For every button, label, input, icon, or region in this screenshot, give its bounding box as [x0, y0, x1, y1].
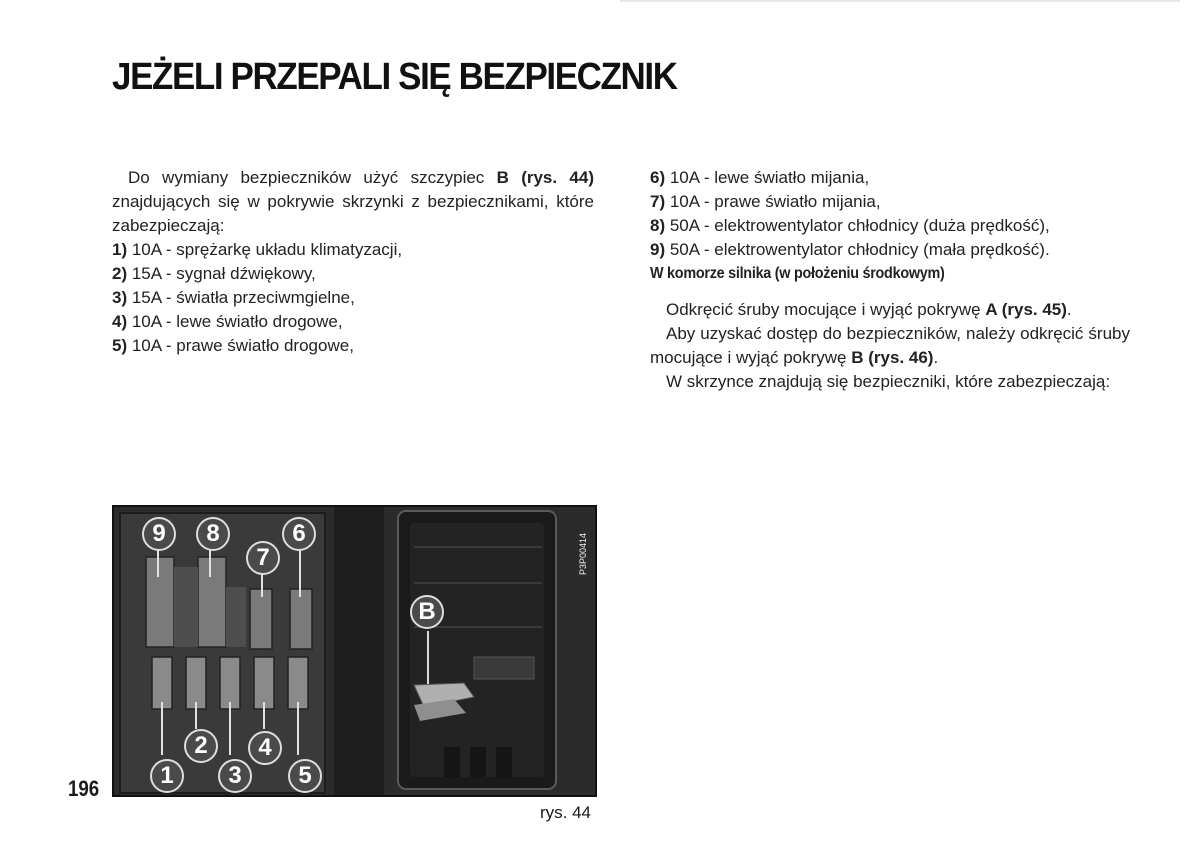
para-text: .: [933, 348, 939, 367]
fuse-label-2: 2: [184, 729, 218, 763]
fuse-text: 15A - światła przeciwmgielne,: [127, 288, 355, 307]
fuse-num: 6): [650, 168, 666, 187]
figure-caption: rys. 44: [540, 803, 592, 822]
fuse-text: 10A - prawe światło mijania,: [665, 192, 881, 211]
fuse-text: 10A - lewe światło mijania,: [665, 168, 870, 187]
fuse-text: 10A - prawe światło drogowe,: [127, 336, 354, 355]
intro-paragraph: [112, 166, 594, 238]
fuse-num: 5): [112, 336, 128, 355]
fuse-item-3: [112, 286, 594, 310]
pliers-label-b: B: [410, 595, 444, 629]
fig-ref: (rys. 45): [996, 300, 1067, 319]
figure-code: P3P00414: [578, 532, 588, 575]
intro-ref-letter: B: [496, 168, 509, 187]
fuse-label-9: 9: [142, 517, 176, 551]
fuse-label-6: 6: [282, 517, 316, 551]
fuse-num: 4): [112, 312, 128, 331]
ref-letter: B: [851, 348, 864, 367]
fuse-label-8: 8: [196, 517, 230, 551]
fuse-text: 10A - sprężarkę układu klimatyzacji,: [127, 240, 403, 259]
fuse-label-1: 1: [150, 759, 184, 793]
page-number: 196: [68, 776, 100, 801]
fuse-text: 50A - elektrowentylator chłodnicy (duża prędkość),: [665, 216, 1050, 235]
page-title: JEŻELI PRZEPALI SIĘ BEZPIECZNIK: [112, 56, 677, 98]
intro-fig-ref: (rys. 44): [508, 168, 594, 187]
fuse-item-8: [650, 214, 1130, 238]
para-text: .: [1066, 300, 1072, 319]
fuse-item-6: [650, 166, 1130, 190]
fig-ref: (rys. 46): [863, 348, 934, 367]
section-subheading: W komorze silnika (w położeniu środkowym): [650, 265, 945, 282]
fuse-item-1: [112, 238, 594, 262]
fuse-text: 50A - elektrowentylator chłodnicy (mała prędkość).: [665, 240, 1050, 259]
fuse-num: 2): [112, 264, 128, 283]
fuse-item-4: [112, 310, 594, 334]
paragraph-remove-cover-b: [650, 322, 1130, 370]
para-text: Odkręcić śruby mocujące i wyjąć pokrywę: [666, 300, 986, 319]
paragraph-remove-cover-a: [650, 298, 1130, 322]
right-column: [650, 166, 1130, 394]
fuse-label-3: 3: [218, 759, 252, 793]
fuse-item-9: [650, 238, 1130, 262]
fuse-item-5: [112, 334, 594, 358]
fuse-num: 7): [650, 192, 666, 211]
para-text: Aby uzyskać dostęp do bezpieczników, należy odkręcić śruby mocujące i wyjąć pokrywę: [650, 324, 1130, 367]
ref-letter: A: [985, 300, 997, 319]
fuse-item-2: [112, 262, 594, 286]
fuse-label-7: 7: [246, 541, 280, 575]
fuse-box-photo: [112, 505, 597, 797]
fuse-label-4: 4: [248, 731, 282, 765]
left-column: [112, 166, 594, 358]
paragraph-fuse-box: W skrzynce znajdują się bezpieczniki, które zabezpieczają:: [666, 372, 1111, 391]
top-rule: [620, 0, 1180, 2]
intro-text: Do wymiany bezpieczników użyć szczypiec: [128, 168, 497, 187]
fuse-label-5: 5: [288, 759, 322, 793]
fuse-item-7: [650, 190, 1130, 214]
fuse-num: 3): [112, 288, 128, 307]
fuse-num: 9): [650, 240, 666, 259]
fuse-num: 8): [650, 216, 666, 235]
fuse-num: 1): [112, 240, 128, 259]
fuse-text: 15A - sygnał dźwiękowy,: [127, 264, 316, 283]
intro-text-cont: znajdujących się w pokrywie skrzynki z bezpiecznikami, które zabezpieczają:: [112, 192, 594, 235]
fuse-text: 10A - lewe światło drogowe,: [127, 312, 343, 331]
